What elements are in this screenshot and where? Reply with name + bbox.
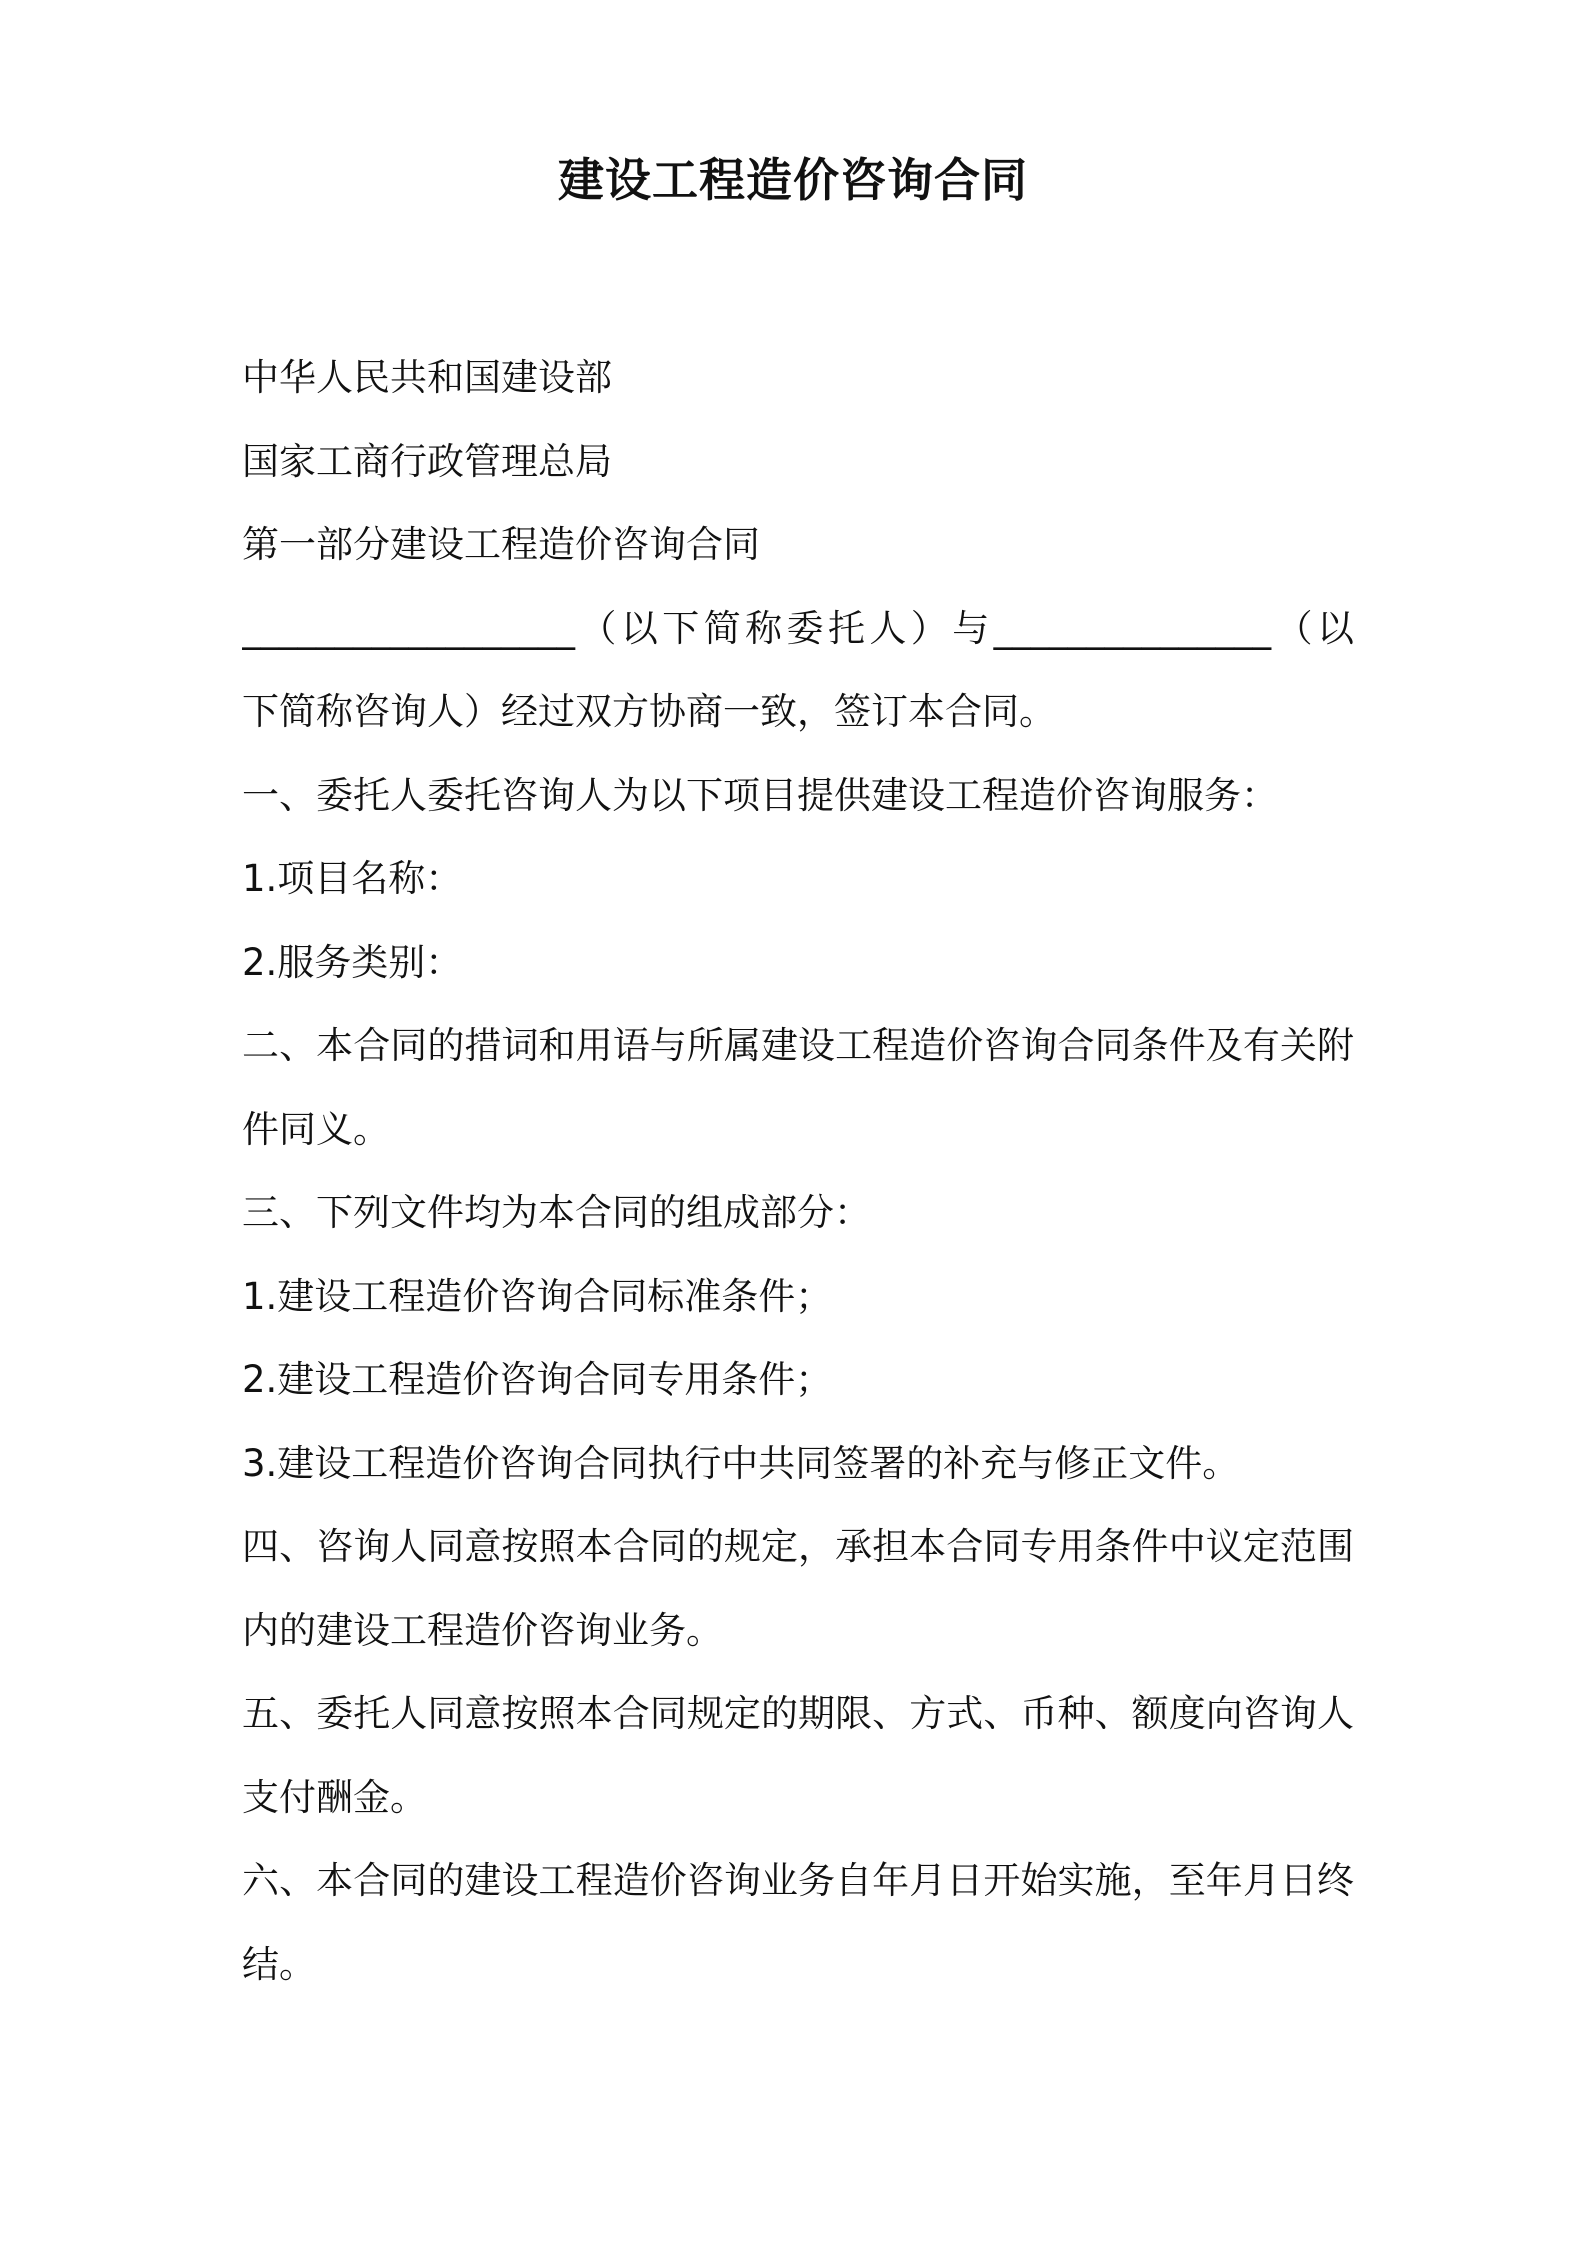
issuer-line: 国家工商行政管理总局 <box>242 439 612 483</box>
clause-line: 内的建设工程造价咨询业务。 <box>242 1608 723 1652</box>
document-title: 建设工程造价咨询合同 <box>558 153 1028 207</box>
list-item: 2.服务类别： <box>242 940 463 984</box>
clause-line: 件同义。 <box>242 1107 390 1151</box>
clause-line: 五、委托人同意按照本合同规定的期限、方式、币种、额度向咨询人 <box>242 1692 1354 1735</box>
issuer-line: 中华人民共和国建设部 <box>242 356 612 399</box>
clause-line: 三、下列文件均为本合同的组成部分： <box>242 1191 871 1234</box>
paragraph-line: 下简称咨询人）经过双方协商一致，签订本合同。 <box>242 690 1056 733</box>
clause-line: 一、委托人委托咨询人为以下项目提供建设工程造价咨询服务： <box>242 773 1278 817</box>
clause-line: 结。 <box>242 1942 316 1986</box>
list-item: 1.项目名称： <box>242 857 463 900</box>
paragraph-line: __________________（以下简称委托人）与_______________（以 <box>242 606 1354 650</box>
clause-line: 二、本合同的措词和用语与所属建设工程造价咨询合同条件及有关附 <box>242 1024 1354 1067</box>
clause-line: 四、咨询人同意按照本合同的规定，承担本合同专用条件中议定范围 <box>242 1525 1354 1568</box>
list-item: 1.建设工程造价咨询合同标准条件； <box>242 1274 833 1318</box>
section-heading: 第一部分建设工程造价咨询合同 <box>242 523 760 566</box>
list-item: 3.建设工程造价咨询合同执行中共同签署的补充与修正文件。 <box>242 1441 1240 1485</box>
clause-line: 支付酬金。 <box>242 1775 427 1819</box>
document-body <box>242 336 1354 2006</box>
clause-line: 六、本合同的建设工程造价咨询业务自年月日开始实施，至年月日终 <box>242 1859 1354 1902</box>
list-item: 2.建设工程造价咨询合同专用条件； <box>242 1358 833 1401</box>
